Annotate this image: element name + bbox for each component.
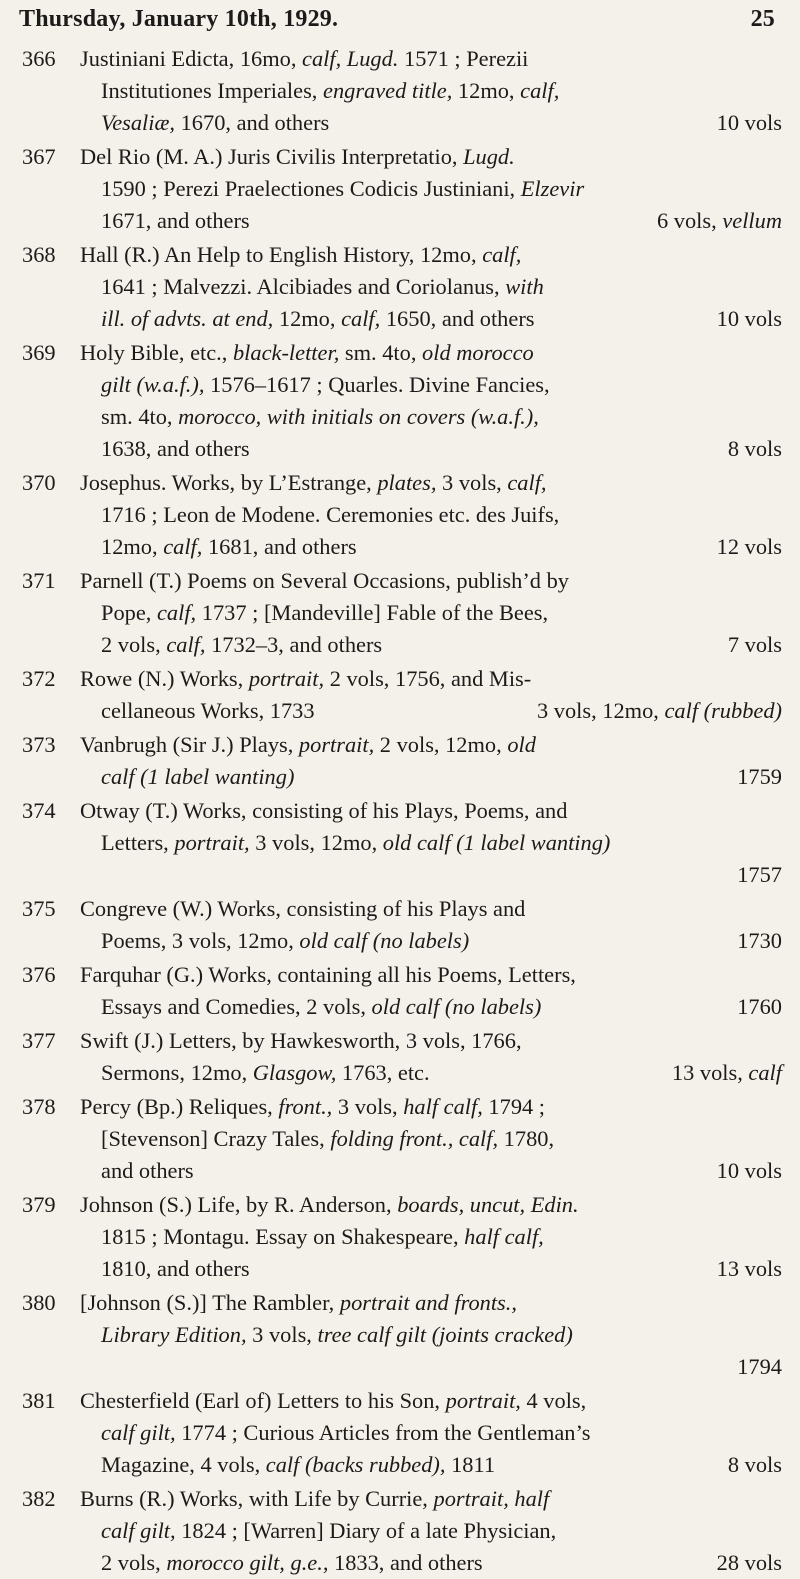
- lot-line: [80, 1417, 782, 1449]
- lot-number: 371: [22, 568, 56, 593]
- text-segment: 1815 ; Montagu. Essay on Shakespeare,: [101, 1224, 465, 1249]
- text-segment: 1641 ; Malvezzi. Alcibiades and Coriolanus,: [101, 274, 506, 299]
- lot-description: [80, 239, 782, 335]
- text-segment: Magazine, 4 vols,: [101, 1452, 266, 1477]
- italic-text: old calf (no labels): [299, 928, 470, 953]
- italic-text: old: [507, 732, 536, 757]
- lot-quantity: 10 vols: [716, 110, 782, 135]
- lot-description: [80, 43, 782, 139]
- text-segment: Justiniani Edicta, 16mo,: [80, 46, 303, 71]
- text-segment: 3 vols,: [332, 1094, 404, 1119]
- text-segment: 2 vols,: [101, 1550, 167, 1575]
- lot-quantity: 6 vols, vellum: [656, 208, 782, 233]
- lot-line: [80, 1155, 782, 1187]
- lot-description: [80, 1025, 782, 1089]
- lot-number: 379: [22, 1192, 56, 1217]
- lot-description: [80, 729, 782, 793]
- text-segment: Josephus. Works, by L’Estrange,: [80, 470, 378, 495]
- italic-text: calf gilt,: [101, 1420, 176, 1445]
- italic-text: calf,: [520, 78, 560, 103]
- lot-line: [80, 1189, 782, 1221]
- italic-text: half calf,: [403, 1094, 483, 1119]
- lot-line: [80, 467, 782, 499]
- lot-line: [80, 1091, 782, 1123]
- text-segment: Burns (R.) Works, with Life by Currie,: [80, 1486, 434, 1511]
- lot-quantity: 3 vols, 12mo, calf (rubbed): [536, 698, 782, 723]
- lot-line: [80, 303, 782, 335]
- lot-number: 381: [22, 1388, 56, 1413]
- lot-line: [80, 1483, 782, 1515]
- italic-text: calf (1 label wanting): [101, 764, 295, 789]
- lot-line: [80, 991, 782, 1023]
- text-segment: Farquhar (G.) Works, containing all his Poems, Letters,: [80, 962, 576, 987]
- lot-entry: [22, 467, 782, 563]
- lot-entry: [22, 239, 782, 335]
- text-segment: Otway (T.) Works, consisting of his Plays, Poems, and: [80, 798, 568, 823]
- text-segment: 1763, etc.: [336, 1060, 430, 1085]
- lot-line: [80, 1351, 782, 1383]
- lot-line: [80, 1449, 782, 1481]
- lot-line: [80, 239, 782, 271]
- lot-entry: [22, 1385, 782, 1481]
- text-segment: Johnson (S.) Life, by R. Anderson,: [80, 1192, 398, 1217]
- lot-description: [80, 1483, 782, 1579]
- lot-quantity: 10 vols: [716, 1158, 782, 1183]
- lot-description: [80, 959, 782, 1023]
- text-segment: 1671, and others: [101, 208, 250, 233]
- italic-text: calf,: [163, 534, 203, 559]
- text-segment: and others: [101, 1158, 194, 1183]
- text-segment: Pope,: [101, 600, 157, 625]
- text-segment: 3 vols, 12mo,: [249, 830, 383, 855]
- page-number: 25: [750, 6, 775, 32]
- text-segment: Essays and Comedies, 2 vols,: [101, 994, 372, 1019]
- lot-number: 374: [22, 798, 56, 823]
- lot-line: [80, 565, 782, 597]
- lot-entry: [22, 43, 782, 139]
- text-segment: 3 vols,: [246, 1322, 318, 1347]
- lot-line: [80, 1385, 782, 1417]
- italic-text: with: [505, 274, 544, 299]
- lot-line: [80, 761, 782, 793]
- lot-number: 380: [22, 1290, 56, 1315]
- text-segment: 1737 ; [Mandeville] Fable of the Bees,: [196, 600, 549, 625]
- italic-text: portrait,: [248, 666, 325, 691]
- italic-text: half calf,: [464, 1224, 544, 1249]
- lot-line: [80, 141, 782, 173]
- lot-quantity: 8 vols: [727, 436, 782, 461]
- italic-text: calf,: [507, 470, 547, 495]
- text-segment: 12mo,: [273, 306, 342, 331]
- text-segment: 1794 ;: [482, 1094, 546, 1119]
- lot-line: [80, 1319, 782, 1351]
- lot-description: [80, 795, 782, 891]
- italic-text: calf, Lugd.: [302, 46, 399, 71]
- lot-number: 378: [22, 1094, 56, 1119]
- lot-line: [80, 43, 782, 75]
- text-segment: 1650, and others: [380, 306, 535, 331]
- lot-line: [80, 173, 782, 205]
- italic-text: boards, uncut, Edin.: [397, 1192, 579, 1217]
- lot-line: [80, 337, 782, 369]
- italic-text: calf,: [482, 242, 522, 267]
- italic-text: old morocco: [422, 340, 534, 365]
- text-segment: 1780,: [498, 1126, 555, 1151]
- text-segment: 2 vols, 12mo,: [374, 732, 508, 757]
- text-segment: [Stevenson] Crazy Tales,: [101, 1126, 331, 1151]
- lot-entry: [22, 893, 782, 957]
- lot-line: [80, 75, 782, 107]
- lot-line: [80, 1253, 782, 1285]
- text-segment: 4 vols,: [520, 1388, 587, 1413]
- lot-quantity: 1757: [737, 862, 782, 887]
- lot-line: [80, 827, 782, 859]
- text-segment: Parnell (T.) Poems on Several Occasions, publish’d by: [80, 568, 569, 593]
- lot-entry: [22, 795, 782, 891]
- lot-line: [80, 433, 782, 465]
- lot-line: [80, 369, 782, 401]
- text-segment: Poems, 3 vols, 12mo,: [101, 928, 300, 953]
- italic-text: calf,: [166, 632, 206, 657]
- lot-description: [80, 467, 782, 563]
- lot-description: [80, 565, 782, 661]
- lot-line: [80, 925, 782, 957]
- lot-description: [80, 1189, 782, 1285]
- lot-line: [80, 1057, 782, 1089]
- italic-text: morocco gilt, g.e.,: [166, 1550, 329, 1575]
- lot-line: [80, 695, 782, 727]
- text-segment: 1716 ; Leon de Modene. Ceremonies etc. des Juifs,: [101, 502, 560, 527]
- text-segment: Vanbrugh (Sir J.) Plays,: [80, 732, 299, 757]
- lot-line: [80, 1025, 782, 1057]
- lot-quantity: 8 vols: [727, 1452, 782, 1477]
- lot-line: [80, 1515, 782, 1547]
- lot-line: [80, 893, 782, 925]
- text-segment: sm. 4to,: [339, 340, 423, 365]
- lot-entry: [22, 1025, 782, 1089]
- lot-description: [80, 893, 782, 957]
- italic-text: old calf (no labels): [371, 994, 542, 1019]
- text-segment: 1732–3, and others: [205, 632, 383, 657]
- text-segment: 1811: [445, 1452, 496, 1477]
- lot-line: [80, 859, 782, 891]
- text-segment: Swift (J.) Letters, by Hawkesworth, 3 vols, 1766,: [80, 1028, 522, 1053]
- italic-text: folding front., calf,: [330, 1126, 499, 1151]
- text-segment: 12mo,: [452, 78, 521, 103]
- lot-quantity: 13 vols, calf: [671, 1060, 782, 1085]
- italic-text: front.,: [278, 1094, 333, 1119]
- lot-number: 382: [22, 1486, 56, 1511]
- italic-text: old calf (1 label wanting): [382, 830, 611, 855]
- text-segment: Del Rio (M. A.) Juris Civilis Interpretatio,: [80, 144, 464, 169]
- text-segment: 1670, and others: [175, 110, 330, 135]
- lot-number: 367: [22, 144, 56, 169]
- lot-quantity: 1759: [737, 764, 782, 789]
- lot-entry: [22, 141, 782, 237]
- lot-line: [80, 205, 782, 237]
- lot-line: [80, 597, 782, 629]
- text-segment: Holy Bible, etc.,: [80, 340, 233, 365]
- lot-entry: [22, 1091, 782, 1187]
- lot-line: [80, 729, 782, 761]
- text-segment: 1571 ; Perezii: [398, 46, 529, 71]
- lot-line: [80, 499, 782, 531]
- lot-description: [80, 141, 782, 237]
- text-segment: Chesterfield (Earl of) Letters to his Son,: [80, 1388, 446, 1413]
- text-segment: Percy (Bp.) Reliques,: [80, 1094, 279, 1119]
- lot-quantity: 13 vols: [716, 1256, 782, 1281]
- italic-text: ill. of advts. at end,: [101, 306, 274, 331]
- lot-quantity: 1760: [737, 994, 782, 1019]
- lot-entry: [22, 663, 782, 727]
- text-segment: Institutiones Imperiales,: [101, 78, 323, 103]
- text-segment: 1824 ; [Warren] Diary of a late Physician,: [175, 1518, 557, 1543]
- lot-line: [80, 1123, 782, 1155]
- text-segment: [Johnson (S.)] The Rambler,: [80, 1290, 340, 1315]
- lot-number: 377: [22, 1028, 56, 1053]
- lot-number: 372: [22, 666, 56, 691]
- text-segment: Letters,: [101, 830, 175, 855]
- lot-number: 368: [22, 242, 56, 267]
- text-segment: Hall (R.) An Help to English History, 12mo,: [80, 242, 483, 267]
- lot-number: 373: [22, 732, 56, 757]
- lot-description: [80, 1385, 782, 1481]
- lot-number: 370: [22, 470, 56, 495]
- italic-text: Lugd.: [463, 144, 515, 169]
- italic-text: Glasgow,: [252, 1060, 337, 1085]
- italic-text: plates,: [377, 470, 437, 495]
- lot-line: [80, 959, 782, 991]
- text-segment: 1590 ; Perezi Praelectiones Codicis Justiniani,: [101, 176, 521, 201]
- italic-text: Elzevir: [520, 176, 585, 201]
- text-segment: 12mo,: [101, 534, 164, 559]
- text-segment: 3 vols,: [436, 470, 508, 495]
- text-segment: 1576–1617 ; Quarles. Divine Fancies,: [204, 372, 550, 397]
- italic-text: portrait,: [445, 1388, 521, 1413]
- lot-line: [80, 531, 782, 563]
- lot-line: [80, 1221, 782, 1253]
- text-segment: 2 vols, 1756, and Mis-: [324, 666, 532, 691]
- text-segment: sm. 4to,: [101, 404, 179, 429]
- lot-quantity: 10 vols: [716, 306, 782, 331]
- lot-line: [80, 795, 782, 827]
- lot-entry: [22, 1287, 782, 1383]
- text-segment: 1774 ; Curious Articles from the Gentleman’s: [175, 1420, 591, 1445]
- italic-text: gilt (w.a.f.),: [101, 372, 205, 397]
- text-segment: 1638, and others: [101, 436, 250, 461]
- text-segment: Congreve (W.) Works, consisting of his Plays and: [80, 896, 526, 921]
- lot-quantity: 1730: [737, 928, 782, 953]
- italic-text: morocco, with initials on covers (w.a.f.),: [178, 404, 539, 429]
- lot-number: 369: [22, 340, 56, 365]
- italic-text: calf gilt,: [101, 1518, 176, 1543]
- italic-text: engraved title,: [323, 78, 453, 103]
- italic-text: portrait and fronts.,: [339, 1290, 517, 1315]
- lot-line: [80, 1547, 782, 1579]
- lot-quantity: 7 vols: [727, 632, 782, 657]
- italic-text: black-letter,: [232, 340, 340, 365]
- lot-quantity: 28 vols: [716, 1550, 782, 1575]
- lot-number: 376: [22, 962, 56, 987]
- lot-description: [80, 1287, 782, 1383]
- italic-text: portrait,: [298, 732, 375, 757]
- text-segment: Rowe (N.) Works,: [80, 666, 249, 691]
- italic-text: calf (backs rubbed),: [265, 1452, 446, 1477]
- lot-description: [80, 663, 782, 727]
- text-segment: 1681, and others: [202, 534, 357, 559]
- lot-line: [80, 107, 782, 139]
- text-segment: Sermons, 12mo,: [101, 1060, 253, 1085]
- italic-text: portrait, half: [433, 1486, 550, 1511]
- lot-line: [80, 401, 782, 433]
- lot-entry: [22, 729, 782, 793]
- lot-line: [80, 629, 782, 661]
- text-segment: 1810, and others: [101, 1256, 250, 1281]
- lot-entry: [22, 959, 782, 1023]
- lot-entry: [22, 1483, 782, 1579]
- lot-description: [80, 1091, 782, 1187]
- lot-number: 375: [22, 896, 56, 921]
- lot-description: [80, 337, 782, 465]
- lot-number: 366: [22, 46, 56, 71]
- page-header: [19, 6, 779, 42]
- italic-text: portrait,: [174, 830, 250, 855]
- text-segment: cellaneous Works, 1733: [101, 698, 315, 723]
- italic-text: calf,: [341, 306, 381, 331]
- lot-line: [80, 1287, 782, 1319]
- lot-entry: [22, 565, 782, 661]
- italic-text: tree calf gilt (joints cracked): [317, 1322, 573, 1347]
- lot-line: [80, 271, 782, 303]
- lot-quantity: 12 vols: [716, 534, 782, 559]
- lot-entry: [22, 337, 782, 465]
- lot-line: [80, 663, 782, 695]
- text-segment: 1833, and others: [328, 1550, 483, 1575]
- lot-quantity: 1794: [737, 1354, 782, 1379]
- header-date: Thursday, January 10th, 1929.: [19, 6, 339, 32]
- italic-text: Library Edition,: [101, 1322, 247, 1347]
- text-segment: 2 vols,: [101, 632, 167, 657]
- lot-entry: [22, 1189, 782, 1285]
- italic-text: Vesaliæ,: [101, 110, 176, 135]
- italic-text: calf,: [156, 600, 197, 625]
